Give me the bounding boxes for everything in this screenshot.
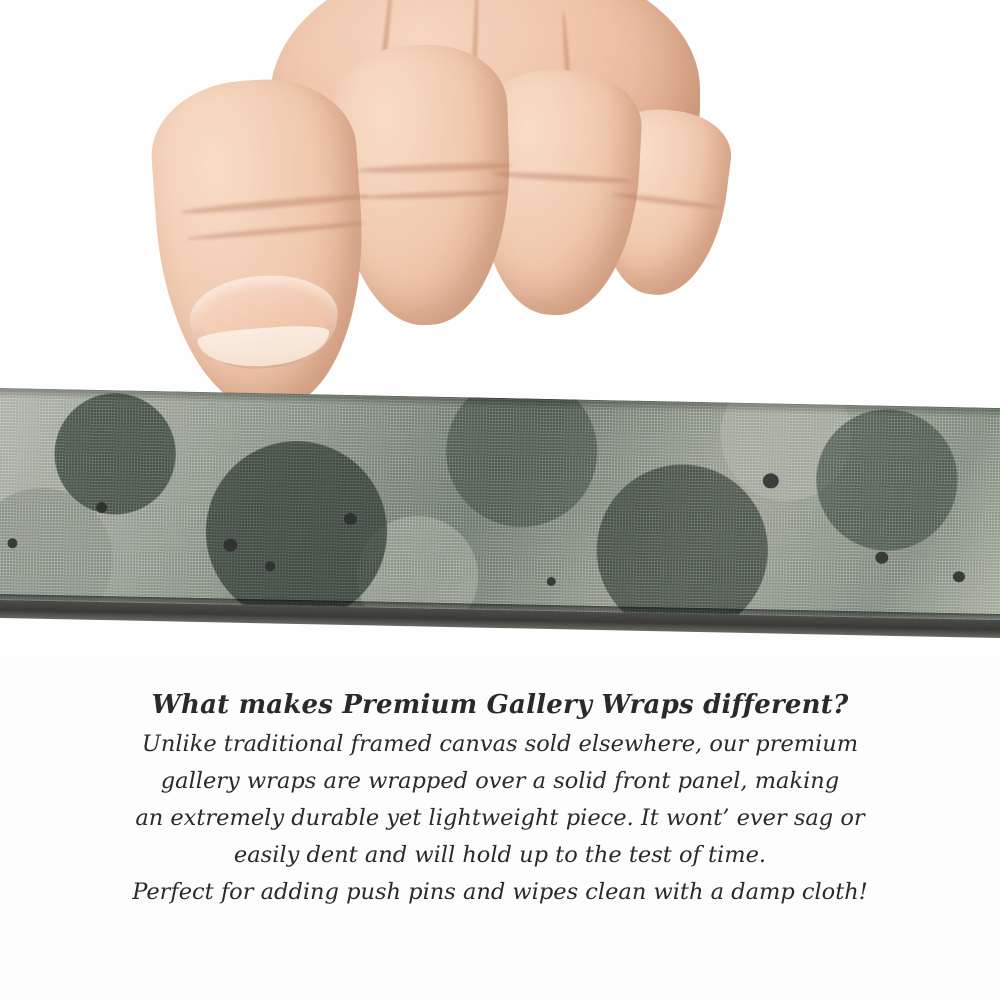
caption-heading: What makes Premium Gallery Wraps different? — [151, 690, 849, 720]
caption-line: gallery wraps are wrapped over a solid front panel, making — [160, 768, 840, 795]
caption-body — [0, 729, 1000, 908]
canvas-wrap-edge — [0, 388, 1000, 648]
hand-illustration — [120, 0, 700, 430]
canvas-weave-texture — [0, 388, 1000, 620]
caption-line: easily dent and will hold up to the test of time. — [233, 842, 767, 869]
caption-line: an extremely durable yet lightweight piece. It wont’ ever sag or — [135, 805, 865, 832]
caption-line: Unlike traditional framed canvas sold elsewhere, our premium — [141, 731, 859, 757]
caption-line: Perfect for adding push pins and wipes clean with a damp cloth! — [132, 879, 868, 906]
caption-block — [0, 690, 1000, 914]
